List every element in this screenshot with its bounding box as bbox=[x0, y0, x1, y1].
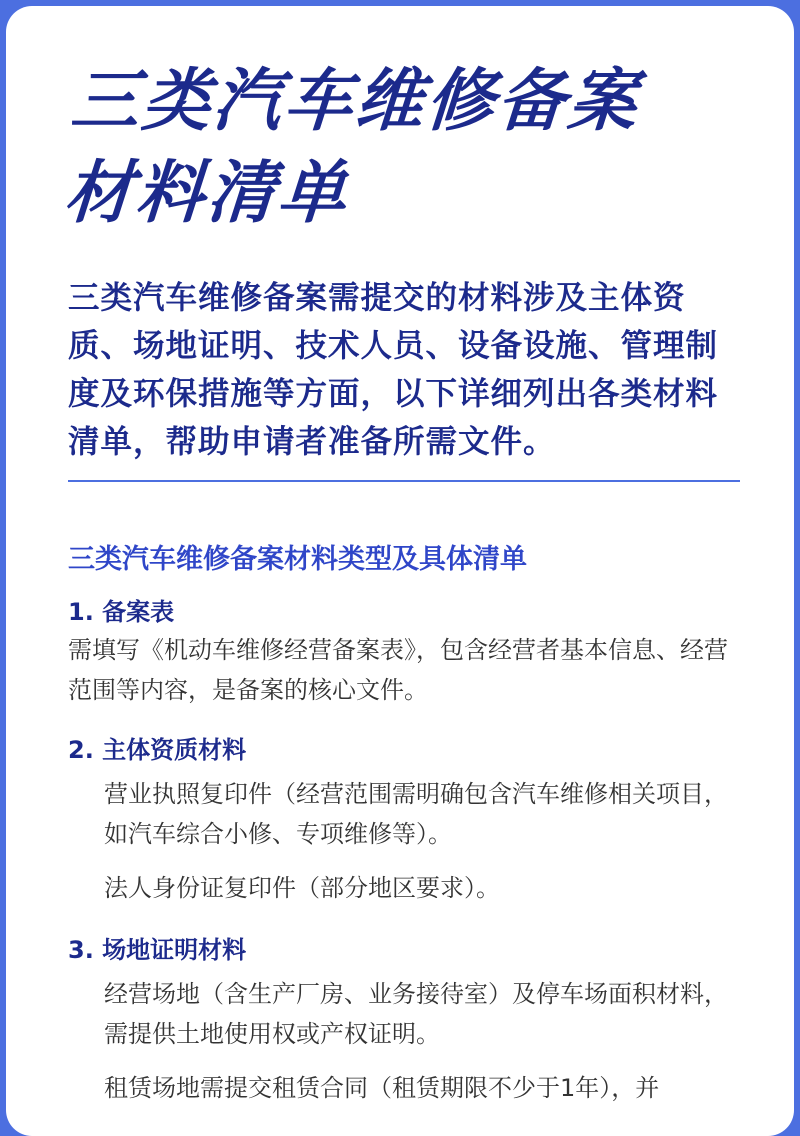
intro-paragraph: 三类汽车维修备案需提交的材料涉及主体资质、场地证明、技术人员、设备设施、管理制度及环保措施等方面，以下详细列出各类材料清单，帮助申请者准备所需文件。 bbox=[68, 280, 719, 460]
subsection-heading-qualification: 2. 主体资质材料 bbox=[68, 736, 247, 764]
document-content bbox=[62, 56, 748, 1108]
divider bbox=[68, 480, 740, 482]
filing-form-description: 需填写《机动车维修经营备案表》，包含经营者基本信息、经营范围等内容，是备案的核心文件。 bbox=[68, 636, 728, 704]
subsection-heading-site-proof: 3. 场地证明材料 bbox=[68, 936, 247, 964]
title-line-2: 材料清单 bbox=[62, 154, 352, 233]
page-title bbox=[62, 56, 755, 240]
list-item: 营业执照复印件（经营范围需明确包含汽车维修相关项目，如汽车综合小修、专项维修等）。 bbox=[104, 780, 728, 848]
document-card bbox=[6, 6, 794, 1136]
title-line-1: 三类汽车维修备案 bbox=[68, 62, 643, 141]
subsection-heading-filing-form: 1. 备案表 bbox=[68, 598, 175, 626]
section-heading: 三类汽车维修备案材料类型及具体清单 bbox=[68, 544, 527, 575]
list-item: 法人身份证复印件（部分地区要求）。 bbox=[104, 874, 500, 902]
list-item: 经营场地（含生产厂房、业务接待室）及停车场面积材料，需提供土地使用权或产权证明。 bbox=[104, 980, 728, 1048]
list-item: 租赁场地需提交租赁合同（租赁期限不少于1年），并 bbox=[104, 1074, 660, 1102]
